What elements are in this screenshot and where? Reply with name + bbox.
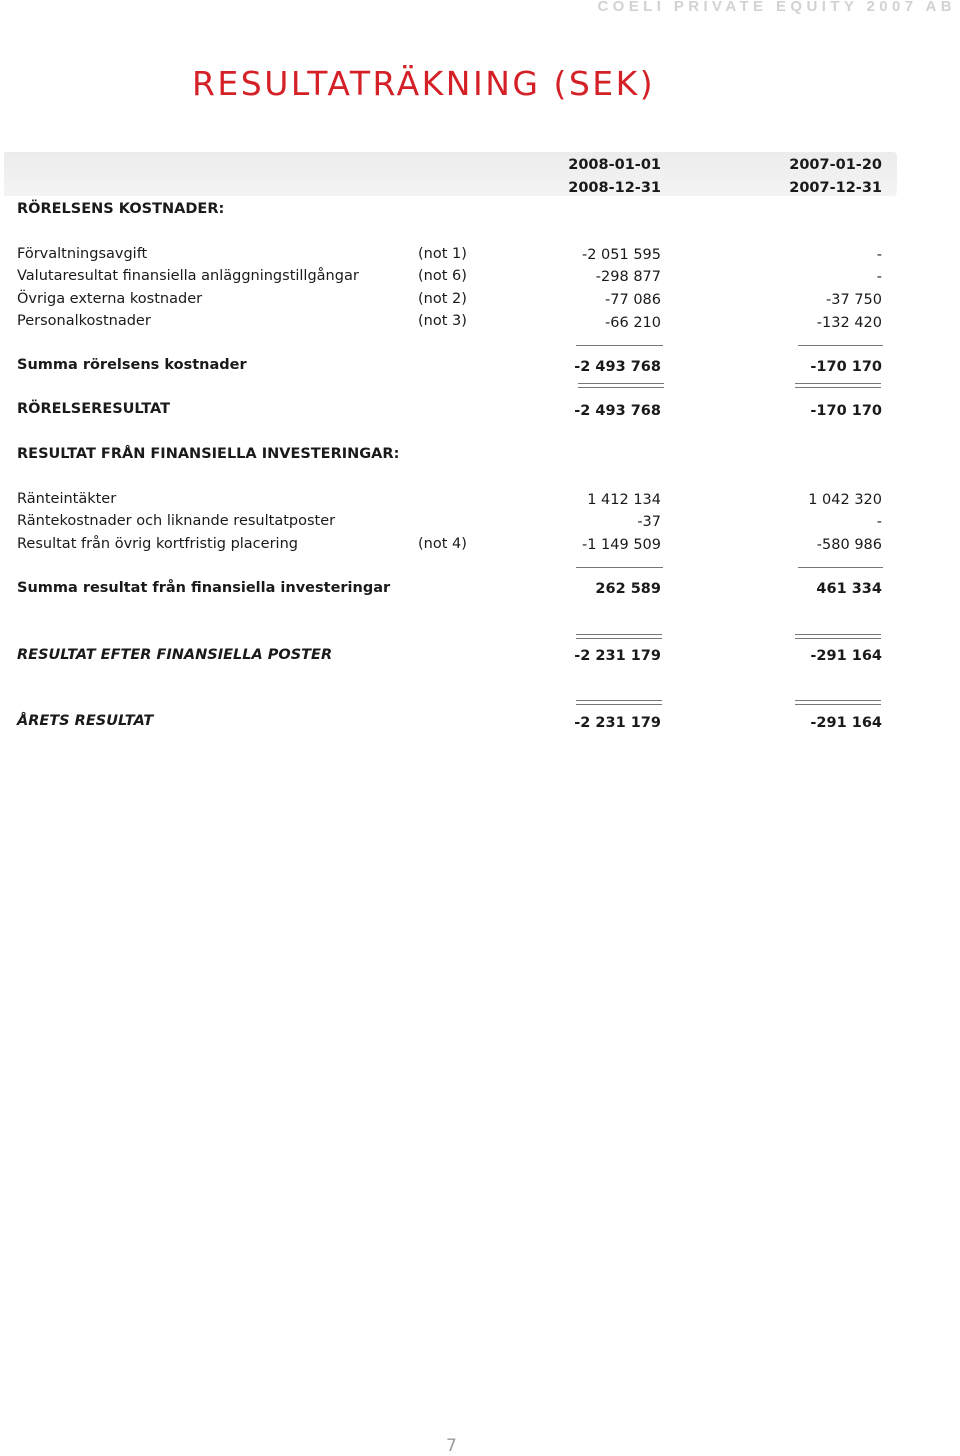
col2-period-start: 2007-01-20 (789, 157, 882, 173)
page-title: RESULTATRÄKNING (SEK) (192, 64, 656, 103)
double-rule (576, 634, 662, 639)
row-value-2008: -298 877 (595, 269, 661, 285)
row-value-2008: -66 210 (605, 315, 661, 331)
result-after-financial-2007: -291 164 (810, 648, 882, 664)
row-label: Personalkostnader (17, 313, 151, 329)
row-value-2008: -2 051 595 (581, 247, 661, 263)
row-note: (not 1) (418, 246, 467, 262)
col2-period-end: 2007-12-31 (789, 180, 882, 196)
double-rule (795, 383, 881, 388)
row-label: Valutaresultat finansiella anläggningstillgångar (17, 268, 359, 284)
double-rule (576, 700, 662, 705)
section-heading-operating-costs: RÖRELSENS KOSTNADER: (17, 201, 225, 217)
subtotal-rule (798, 345, 883, 346)
sum-financial-2008: 262 589 (595, 581, 661, 597)
row-value-2007: - (876, 269, 882, 285)
row-note: (not 4) (418, 536, 467, 552)
subtotal-rule (798, 567, 883, 568)
row-value-2007: - (876, 247, 882, 263)
operating-result-2007: -170 170 (810, 403, 882, 419)
company-header: COELI PRIVATE EQUITY 2007 AB (597, 0, 956, 15)
operating-result-2008: -2 493 768 (574, 403, 661, 419)
row-value-2008: -1 149 509 (581, 537, 661, 553)
col1-period-start: 2008-01-01 (568, 157, 661, 173)
row-value-2008: -37 (637, 514, 661, 530)
year-result-2008: -2 231 179 (574, 715, 661, 731)
row-value-2008: 1 412 134 (587, 492, 661, 508)
row-value-2007: 1 042 320 (808, 492, 882, 508)
sum-operating-costs-label: Summa rörelsens kostnader (17, 357, 247, 373)
row-label: Förvaltningsavgift (17, 246, 148, 262)
row-label: Resultat från övrig kortfristig placering (17, 536, 298, 552)
row-value-2007: - (876, 514, 882, 530)
year-result-label: ÅRETS RESULTAT (17, 713, 154, 729)
row-note: (not 3) (418, 313, 467, 329)
subtotal-rule (576, 567, 663, 568)
sum-financial-2007: 461 334 (816, 581, 882, 597)
section-heading-financial-investments: RESULTAT FRÅN FINANSIELLA INVESTERINGAR: (17, 446, 400, 462)
sum-operating-costs-2008: -2 493 768 (574, 359, 661, 375)
col1-period-end: 2008-12-31 (568, 180, 661, 196)
row-label: Räntekostnader och liknande resultatposter (17, 513, 336, 529)
result-after-financial-2008: -2 231 179 (574, 648, 661, 664)
sum-operating-costs-2007: -170 170 (810, 359, 882, 375)
row-value-2008: -77 086 (605, 292, 661, 308)
result-after-financial-label: RESULTAT EFTER FINANSIELLA POSTER (17, 647, 333, 663)
row-value-2007: -132 420 (816, 315, 882, 331)
row-note: (not 2) (418, 291, 467, 307)
double-rule (795, 700, 881, 705)
subtotal-rule (576, 345, 663, 346)
row-value-2007: -580 986 (816, 537, 882, 553)
double-rule (795, 634, 881, 639)
double-rule (578, 383, 664, 388)
row-note: (not 6) (418, 268, 467, 284)
year-result-2007: -291 164 (810, 715, 882, 731)
row-label: Övriga externa kostnader (17, 291, 203, 307)
sum-financial-label: Summa resultat från finansiella investeringar (17, 580, 391, 596)
operating-result-label: RÖRELSERESULTAT (17, 401, 171, 417)
row-value-2007: -37 750 (826, 292, 882, 308)
column-header-band (4, 152, 897, 196)
row-label: Ränteintäkter (17, 491, 117, 507)
page-number: 7 (446, 1436, 457, 1456)
